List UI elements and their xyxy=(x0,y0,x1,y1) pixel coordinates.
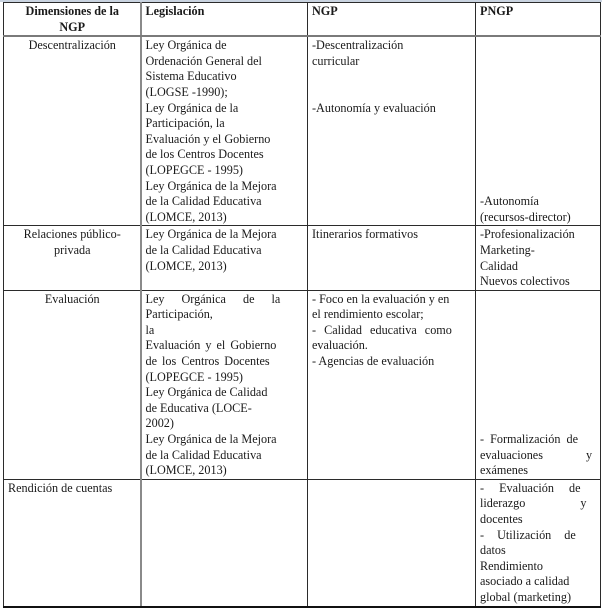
cell-pngp: - Evaluación de liderazgo y docentes - Utilización de datos Rendimiento asociado a calidad global (marketing) xyxy=(476,479,601,607)
cell-legislation: Ley Orgánica de la Participación, la Evaluación y el Gobierno de los Centros Docentes (LOPEGCE - 1995) Ley Orgánica de Calidad de Educativa (LOCE- 2002) Ley Orgánica de la Mejora de la Calidad Educativa (LOMCE, 2013) xyxy=(141,290,308,479)
table-row xyxy=(4,290,601,479)
cell-ngp: -Descentralización curricular -Autonomía y evaluación xyxy=(308,36,476,226)
header-pngp: PNGP xyxy=(476,3,601,37)
cell-dimension: Descentralización xyxy=(4,36,141,226)
ngp-dimensions-table xyxy=(3,2,601,608)
cell-legislation: Ley Orgánica de la Mejora de la Calidad Educativa (LOMCE, 2013) xyxy=(141,226,308,290)
cell-pngp: - Formalización de evaluaciones y exámenes xyxy=(476,290,601,479)
cell-pngp: -Autonomía (recursos-director) xyxy=(476,36,601,226)
table-row xyxy=(4,226,601,290)
cell-dimension: Rendición de cuentas xyxy=(4,479,141,607)
cell-pngp: -Profesionalización Marketing- Calidad Nuevos colectivos xyxy=(476,226,601,290)
header-dimension: Dimensiones de la NGP xyxy=(4,3,141,37)
cell-ngp: - Foco en la evaluación y en el rendimiento escolar; - Calidad educativa como evaluación. - Agencias de evaluación xyxy=(308,290,476,479)
cell-legislation xyxy=(141,479,308,607)
table-header-row xyxy=(4,3,601,37)
cell-dimension: Evaluación xyxy=(4,290,141,479)
cell-ngp: Itinerarios formativos xyxy=(308,226,476,290)
cell-ngp xyxy=(308,479,476,607)
header-legislation: Legislación xyxy=(141,3,308,37)
cell-legislation: Ley Orgánica de Ordenación General del Sistema Educativo (LOGSE -1990); Ley Orgánica de la Participación, la Evaluación y el Gobierno de los Centros Docentes (LOPEGCE - 1995) Ley Orgánica de la Mejora de la Calidad Educativa (LOMCE, 2013) xyxy=(141,36,308,226)
table-row xyxy=(4,479,601,607)
cell-dimension: Relaciones público- privada xyxy=(4,226,141,290)
table-row xyxy=(4,36,601,226)
header-ngp: NGP xyxy=(308,3,476,37)
